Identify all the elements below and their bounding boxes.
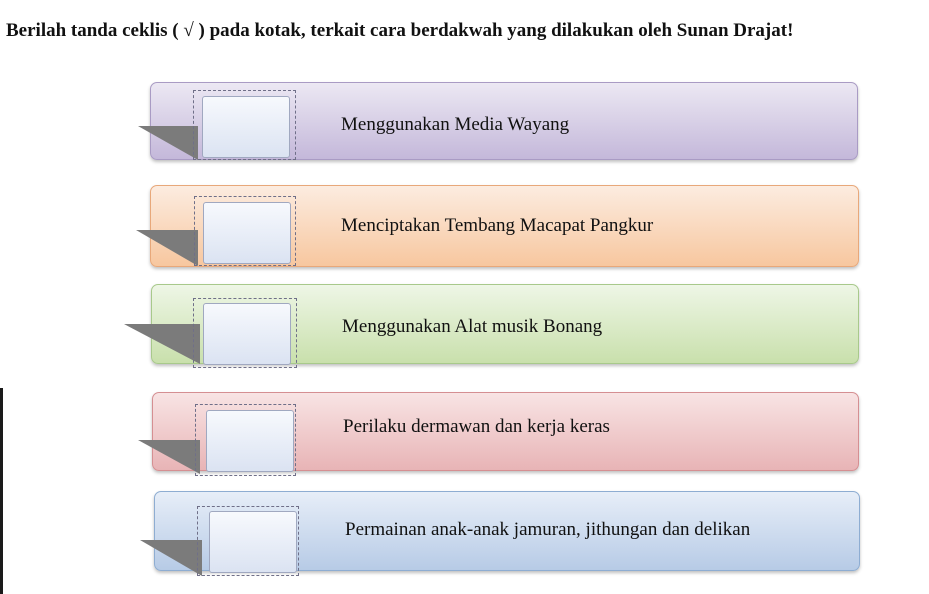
option-label-2: Menciptakan Tembang Macapat Pangkur xyxy=(341,215,654,236)
checkbox-dashed-bottom-1 xyxy=(193,90,296,160)
option-label-5: Permainan anak-anak jamuran, jithungan dan delikan xyxy=(345,519,751,540)
checkbox-dashed-outline-4 xyxy=(195,404,296,476)
option-label-3: Menggunakan Alat musik Bonang xyxy=(342,316,603,337)
left-edge-line xyxy=(0,388,3,594)
option-label-1: Menggunakan Media Wayang xyxy=(341,114,570,135)
checkbox-dashed-outline-5 xyxy=(197,506,299,576)
instruction-text: Berilah tanda ceklis ( √ ) pada kotak, terkait cara berdakwah yang dilakukan oleh Sunan Drajat! xyxy=(6,20,794,41)
checkbox-dashed-outline-3 xyxy=(193,298,297,368)
checkbox-dashed-outline-2 xyxy=(194,196,296,266)
option-label-4: Perilaku dermawan dan kerja keras xyxy=(343,416,610,437)
